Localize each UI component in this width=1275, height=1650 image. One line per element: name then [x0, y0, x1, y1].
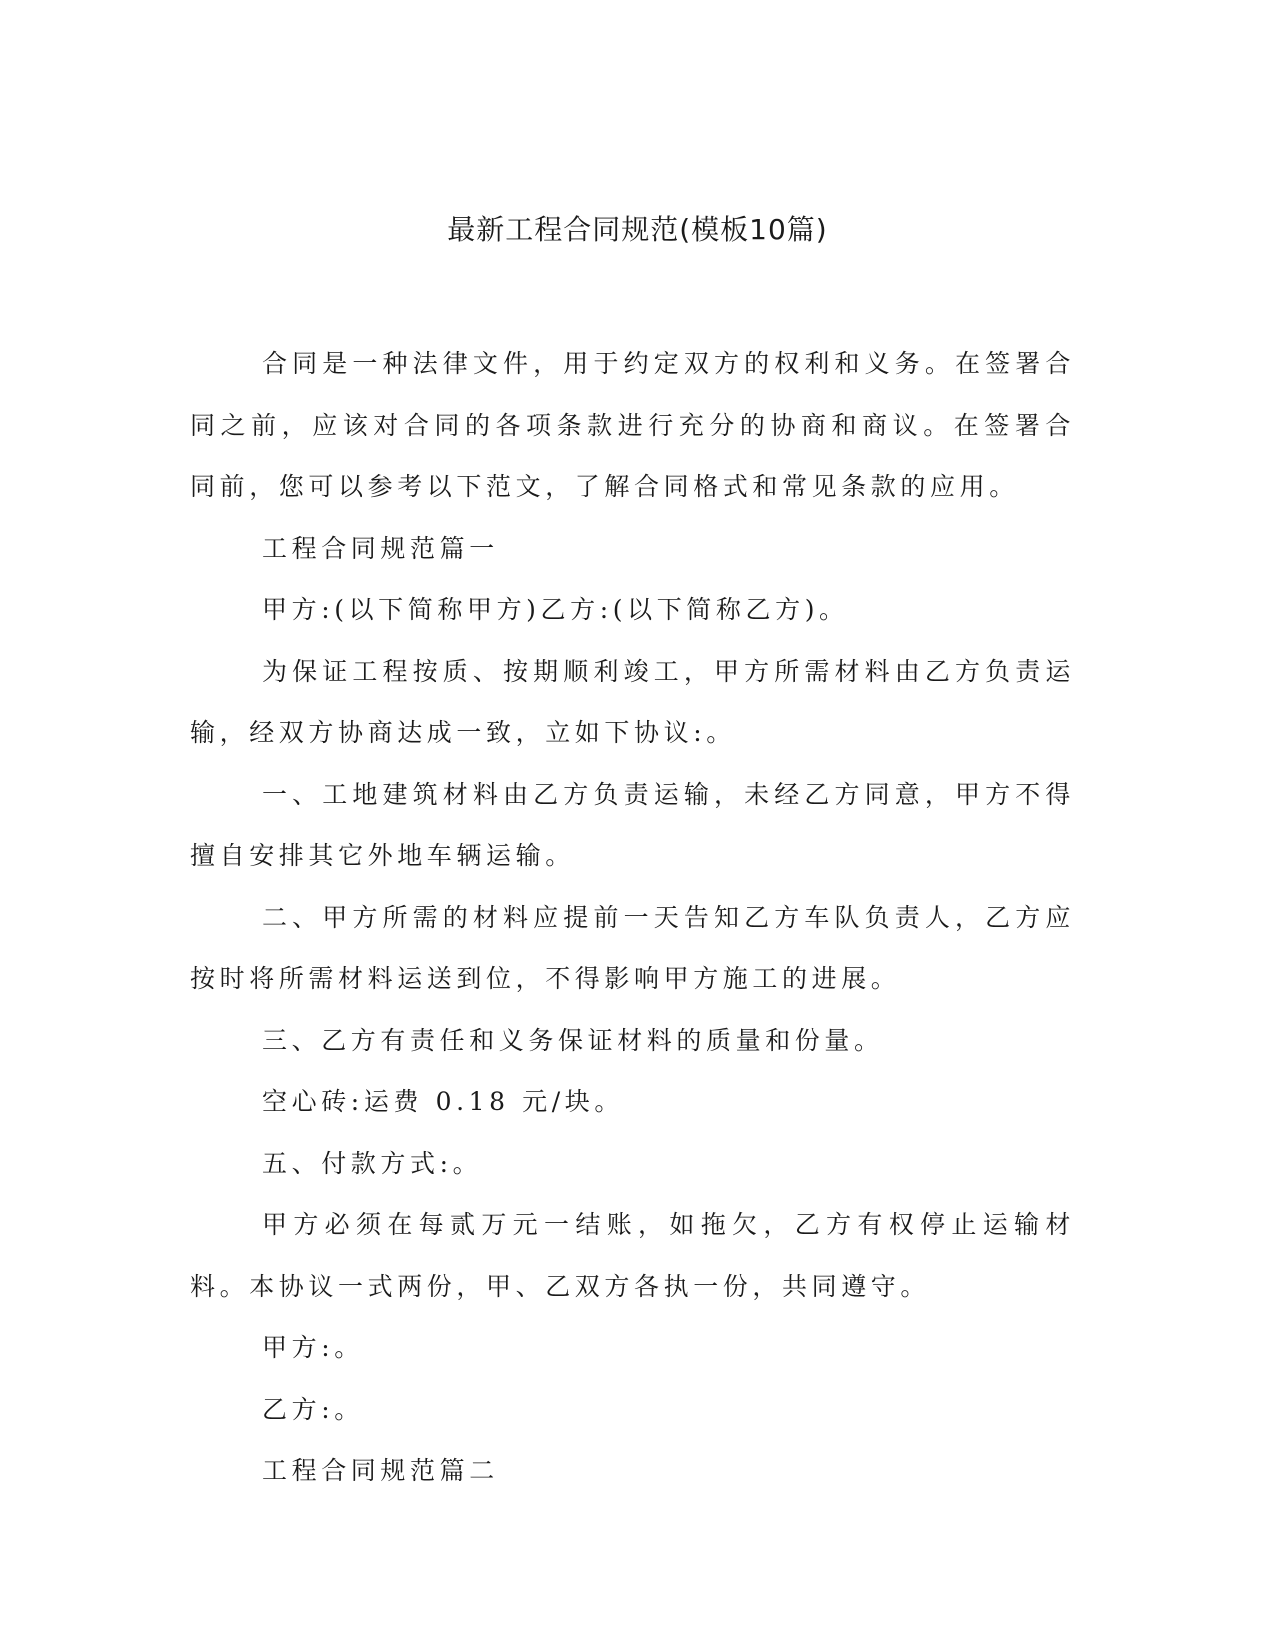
document-title: 最新工程合同规范(模板10篇) — [447, 213, 828, 246]
party-a-signature: 甲方:。 — [262, 1333, 364, 1362]
clause-2: 二、甲方所需的材料应提前一天告知乙方车队负责人，乙方应按时将所需材料运送到位，不得影响甲方施工的进展。 — [190, 902, 1075, 993]
section-heading-2: 工程合同规范篇二 — [262, 1456, 499, 1485]
clause-1: 一、工地建筑材料由乙方负责运输，未经乙方同意，甲方不得擅自安排其它外地车辆运输。 — [190, 779, 1075, 870]
parties-line: 甲方:(以下简称甲方)乙方:(以下简称乙方)。 — [262, 595, 849, 624]
clause-5: 五、付款方式:。 — [262, 1148, 483, 1178]
payment-paragraph: 甲方必须在每贰万元一结账，如拖欠，乙方有权停止运输材料。本协议一式两份，甲、乙双方各执一份，共同遵守。 — [190, 1210, 1075, 1301]
intro-paragraph: 合同是一种法律文件，用于约定双方的权利和义务。在签署合同之前，应该对合同的各项条款进行充分的协商和商议。在签署合同前，您可以参考以下范文，了解合同格式和常见条款的应用。 — [190, 349, 1075, 501]
section-heading-1: 工程合同规范篇一 — [262, 533, 499, 563]
party-b-signature: 乙方:。 — [262, 1394, 364, 1424]
clause-3: 三、乙方有责任和义务保证材料的质量和份量。 — [262, 1025, 884, 1055]
freight-rate: 空心砖:运费 0.18 元/块。 — [262, 1087, 625, 1116]
purpose-paragraph: 为保证工程按质、按期顺利竣工，甲方所需材料由乙方负责运输，经双方协商达成一致，立如下协议:。 — [190, 656, 1075, 747]
document-body — [190, 333, 1075, 1502]
